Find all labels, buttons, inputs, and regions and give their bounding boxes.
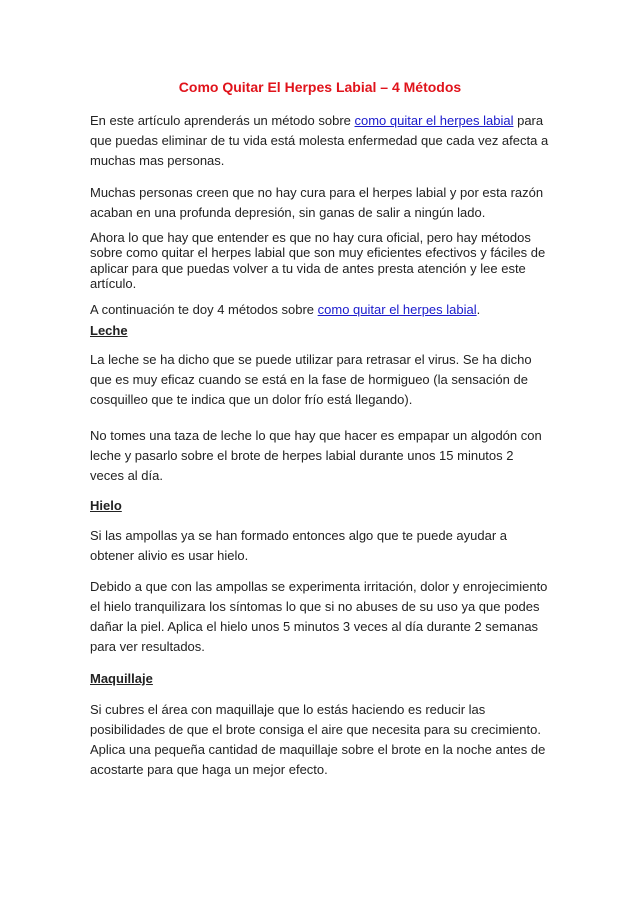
herpes-labial-link-2[interactable]: como quitar el herpes labial [317,302,477,317]
intro-paragraph [90,111,550,171]
hielo-paragraph-1: Si las ampollas ya se han formado entonces algo que te puede ayudar a obtener alivio es usar hielo. [90,528,507,563]
paragraph-4 [90,300,550,320]
leche-paragraph-2: No tomes una taza de leche lo que hay que hacer es empapar un algodón con leche y pasarlo sobre el brote de herpes labial durante unos 15 minutos 2 veces al día. [90,428,542,483]
leche-paragraph-1: La leche se ha dicho que se puede utilizar para retrasar el virus. Se ha dicho que es muy eficaz cuando se está en la fase de hormigueo (la sensación de cosquilleo que te indica que un dolor frío está llegando). [90,352,532,407]
intro-text-after: para que puedas eliminar de tu vida está molesta enfermedad que cada vez afecta a muchas mas personas. [90,113,549,168]
heading-maquillaje: Maquillaje [90,671,153,686]
heading-leche: Leche [90,323,128,338]
heading-hielo: Hielo [90,498,122,513]
p4-text-before: A continuación te doy 4 métodos sobre [90,302,318,317]
intro-text-before: En este artículo aprenderás un método sobre [90,113,355,128]
hielo-paragraph-2: Debido a que con las ampollas se experimenta irritación, dolor y enrojecimiento el hielo tranquilizara los síntomas lo que si no abuses de su uso ya que podes dañar la piel. Aplica el hielo unos 5 minutos 3 veces al día durante 2 semanas para ver resultados. [90,579,548,654]
article-title: Como Quitar El Herpes Labial – 4 Métodos [178,79,462,95]
herpes-labial-link[interactable]: como quitar el herpes labial [354,113,514,128]
maquillaje-paragraph-1: Si cubres el área con maquillaje que lo estás haciendo es reducir las posibilidades de que el brote consiga el aire que necesita para su crecimiento. Aplica una pequeña cantidad de maquillaje sobre el brote en la noche antes de acostarte para que haga un mejor efecto. [90,702,546,777]
p4-text-after: . [476,302,481,317]
paragraph-3: Ahora lo que hay que entender es que no hay cura oficial, pero hay métodos sobre como quitar el herpes labial que son muy eficientes efectivos y fáciles de aplicar para que puedas volver a tu vida de antes presta atención y lee este artículo. [90,230,546,291]
paragraph-2: Muchas personas creen que no hay cura para el herpes labial y por esta razón acaban en una profunda depresión, sin ganas de salir a ningún lado. [90,185,544,220]
